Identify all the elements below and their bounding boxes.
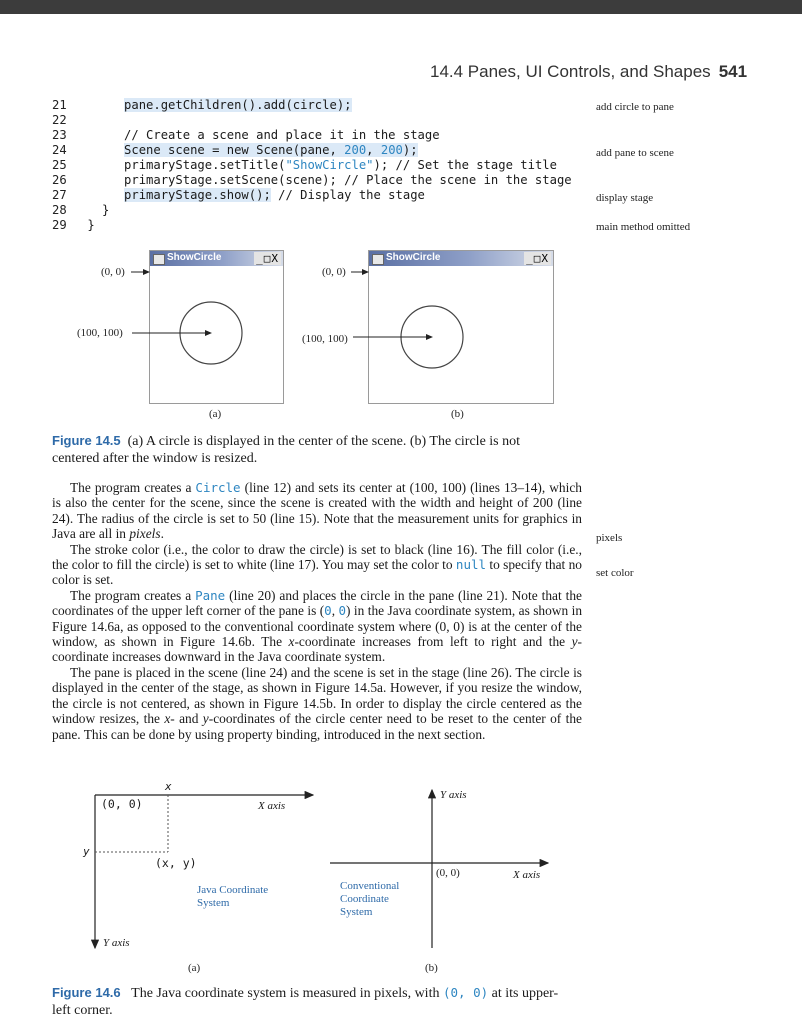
margin-note: add circle to pane (596, 101, 674, 113)
code-line: 21 pane.getChildren().add(circle); (52, 98, 352, 112)
paragraph: The program creates a Pane (line 20) and places the circle in the pane (line 21). Note that the coordinates of the upper left corner of the pane is (0, 0) in the Java coordinate system, as shown in Figure 14.6a, as opposed to the conventional coordinate system where (0, 0) is at the center of the window, as shown in Figure 14.6b. The x-coordinate increases from left to right and the y-coordinate increases downward in the Java coordinate system. (52, 587, 583, 665)
paragraph: The pane is placed in the scene (line 24) and the scene is set in the stage (line 26). The circle is displayed in the center of the stage, as shown in Figure 14.5a. However, if you resize the window, the circle is not centered, as shown in Figure 14.5b. In order to display the circle centered as the window resizes, the x- and y-coordinates of the circle center need to be reset to the center of the pane. This can be done by using property binding, introduced in the next section. (52, 664, 582, 742)
java-system-label: Java Coordinate System (197, 884, 269, 909)
margin-note: pixels (596, 532, 623, 544)
code-text: primaryStage.show(); (124, 188, 271, 202)
code-text: // Create a scene and place it in the stage (124, 128, 440, 142)
paragraph: The program creates a Circle (line 12) and sets its center at (100, 100) (lines 13–14), which is also the center for the scene, since the scene is created with the width and height of 200 (line 24). The radius of the circle is set to 50 (line 15). Note that the measurement units for graphics in Java are all in pixels. (52, 480, 582, 542)
window-controls: _□X (256, 252, 279, 265)
center-label-a: (100, 100) (77, 327, 123, 339)
page-number: 541 (718, 62, 748, 81)
margin-note: main method omitted (596, 221, 691, 233)
code-line: 25 primaryStage.setTitle("ShowCircle"); // Set the stage title (52, 158, 557, 172)
margin-note: add pane to scene (596, 147, 674, 159)
java-origin-label: (0, 0) (101, 797, 143, 811)
figure-number: Figure 14.6 (52, 985, 121, 1000)
code-text: primaryStage.setTitle("ShowCircle"); // Set the stage title (124, 158, 557, 172)
code-line: 28 } (52, 203, 110, 217)
code-line: 24 Scene scene = new Scene(pane, 200, 200); (52, 143, 418, 157)
code-text: primaryStage.setScene(scene); // Place the scene in the stage (124, 173, 572, 187)
code-text: } (102, 203, 110, 217)
java-x-label: x (165, 780, 172, 793)
origin-label-a: (0, 0) (101, 266, 125, 278)
window-title: ShowCircle (167, 252, 222, 263)
subfig-label-b: (b) (425, 962, 438, 974)
java-x-axis-label: X axis (258, 800, 286, 812)
caption-text: (a) A circle is displayed in the center of the scene. (b) The circle is not centered after the window is resized. (52, 434, 521, 466)
conv-origin-label: (0, 0) (436, 867, 460, 879)
java-y-label: y (83, 845, 90, 858)
subfig-label-a: (a) (188, 962, 201, 974)
window-title: ShowCircle (386, 252, 441, 263)
code-line: 23 // Create a scene and place it in the stage (52, 128, 440, 142)
origin-label-b: (0, 0) (322, 266, 346, 278)
code-text: pane.getChildren().add(circle); (124, 98, 352, 112)
code-line: 27 primaryStage.show(); // Display the stage (52, 188, 425, 202)
code-text: Scene scene = new Scene(pane, 200, 200); (124, 143, 418, 157)
java-y-axis-label: Y axis (103, 937, 130, 949)
center-label-b: (100, 100) (302, 333, 348, 345)
figure-14-6-caption: Figure 14.6 The Java coordinate system is measured in pixels, with (0, 0) at its upper-left corner. (52, 985, 559, 1018)
java-point-label: (x, y) (155, 856, 197, 870)
section-title: 14.4 Panes, UI Controls, and Shapes (430, 62, 711, 81)
code-line: 22 (52, 113, 67, 127)
subfig-label-b: (b) (451, 408, 464, 420)
subfig-label-a: (a) (209, 408, 222, 420)
conv-system-label: Conventional Coordinate System (340, 880, 400, 918)
margin-note: set color (596, 567, 634, 579)
paragraph: The stroke color (i.e., the color to draw the circle) is set to black (line 16). The fill color (i.e., the color to fill the circle) is set to white (line 17). You may set the color to null to specify that no color is set. (52, 541, 582, 588)
code-line: 26 primaryStage.setScene(scene); // Place the scene in the stage (52, 173, 572, 187)
window-controls: _□X (526, 252, 549, 265)
conv-x-axis-label: X axis (513, 869, 541, 881)
conv-y-axis-label: Y axis (440, 789, 467, 801)
code-text: } (87, 218, 95, 232)
margin-note: display stage (596, 192, 654, 204)
figure-number: Figure 14.5 (52, 433, 121, 448)
code-line: 29 } (52, 218, 95, 232)
